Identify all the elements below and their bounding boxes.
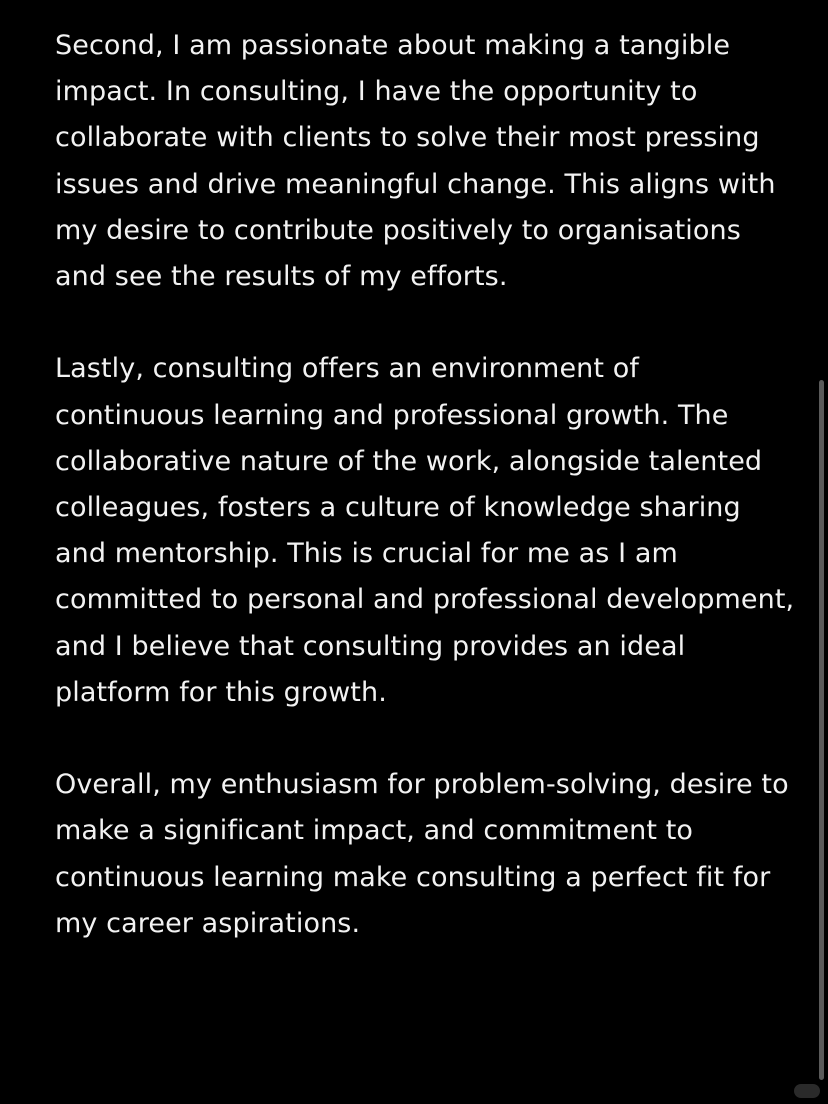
watermark-logo-icon xyxy=(794,1084,820,1098)
scrollbar-thumb[interactable] xyxy=(819,380,824,1080)
vertical-scrollbar[interactable] xyxy=(819,380,824,1080)
note-body[interactable] xyxy=(55,23,795,993)
note-paragraph-2: Lastly, consulting offers an environment of continuous learning and professional growth. The collaborative nature of the work, alongside talented colleagues, fosters a culture of knowledge sharing and mentorship. This is crucial for me as I am committed to personal and professional development, and I believe that consulting provides an ideal platform for this growth. xyxy=(55,353,795,708)
note-paragraph-1: Second, I am passionate about making a tangible impact. In consulting, I have the opportunity to collaborate with clients to solve their most pressing issues and drive meaningful change. This aligns with my desire to contribute positively to organisations and see the results of my efforts. xyxy=(55,30,776,293)
note-paragraph-3: Overall, my enthusiasm for problem-solving, desire to make a significant impact, and commitment to continuous learning make consulting a perfect fit for my career aspirations. xyxy=(55,769,789,939)
